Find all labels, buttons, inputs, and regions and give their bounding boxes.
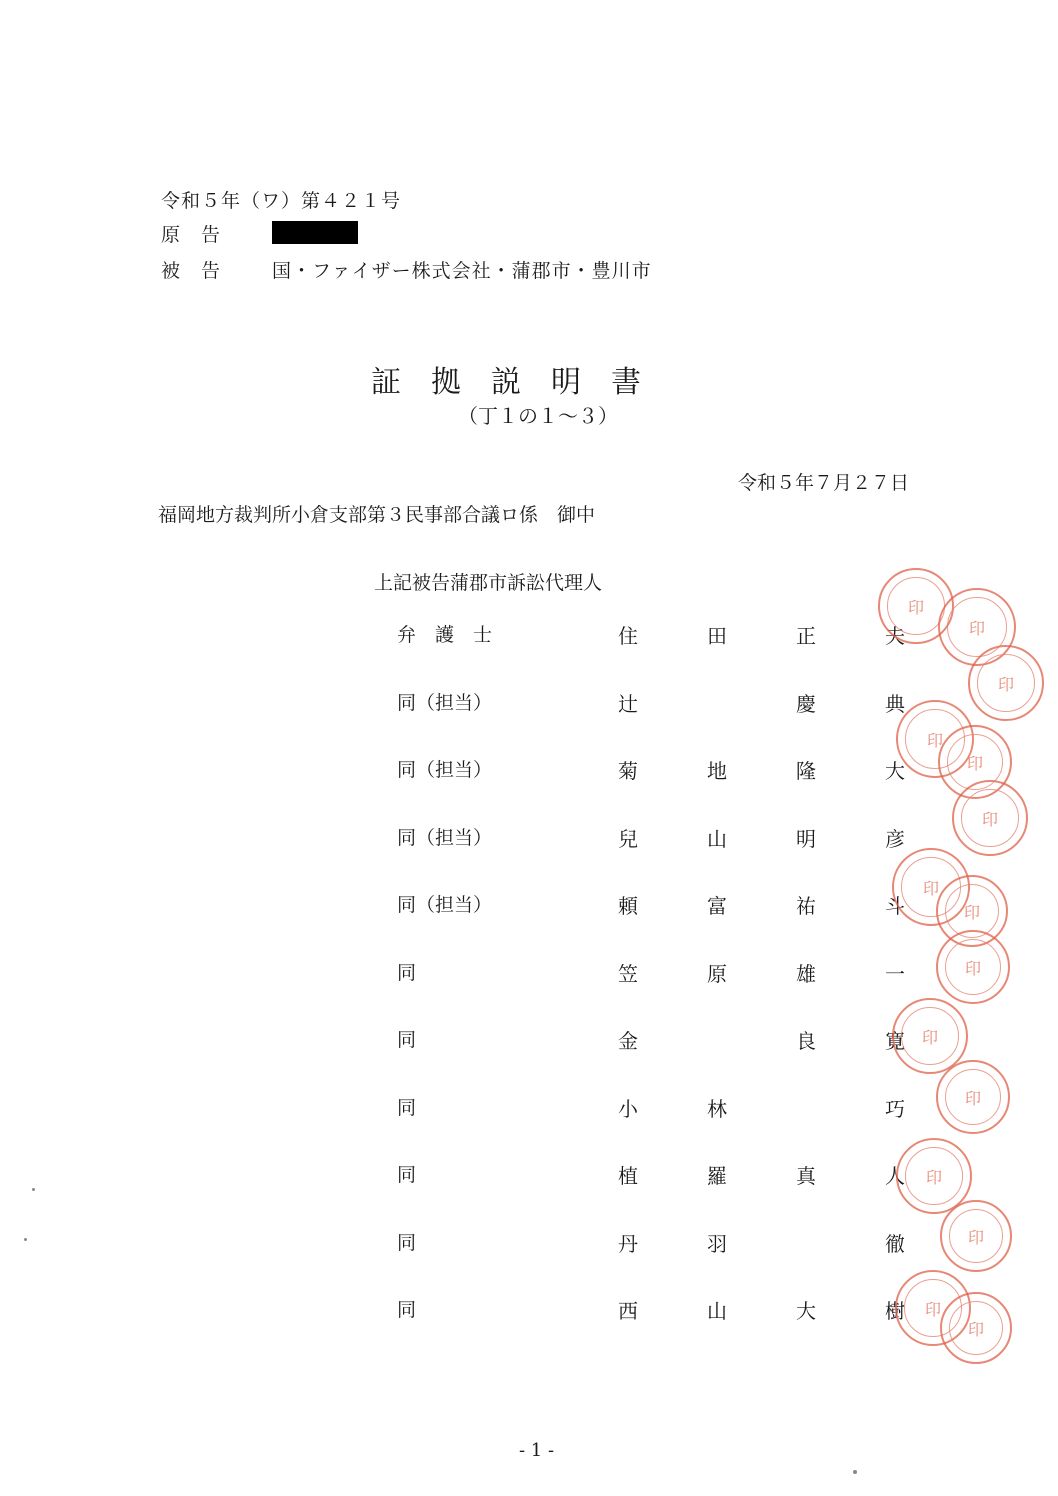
defendant-label: 被 告: [161, 260, 222, 282]
attorney-name-char: 兒: [618, 827, 638, 851]
attorney-role-label: 同: [397, 1299, 417, 1321]
seal-mark: 印: [926, 730, 943, 750]
seal-mark: 印: [922, 878, 939, 898]
seal-mark: 印: [964, 1088, 981, 1108]
seal-mark: 印: [907, 597, 924, 617]
attorney-name-char: 原: [707, 962, 727, 986]
plaintiff-redaction: [272, 221, 358, 244]
attorney-name-char: 彦: [885, 827, 905, 851]
attorney-name-char: 雄: [796, 962, 816, 986]
attorney-seal: [940, 1200, 1012, 1272]
page-number: - 1 -: [519, 1440, 555, 1461]
seal-mark: 印: [968, 618, 985, 638]
attorney-role-label: 同（担当）: [397, 894, 493, 916]
defendant-names: 国・ファイザー株式会社・蒲郡市・豊川市: [272, 260, 652, 282]
seal-mark: 印: [921, 1027, 938, 1047]
document-subtitle: （丁１の１～３）: [458, 404, 618, 428]
seal-mark: 印: [964, 958, 981, 978]
attorney-name-char: 隆: [796, 759, 816, 783]
attorney-name-char: 徹: [885, 1232, 905, 1256]
attorney-name-char: 一: [885, 962, 905, 986]
attorney-name-char: 丹: [618, 1232, 638, 1256]
attorney-role-label: 弁 護 士: [397, 624, 493, 646]
attorney-name-char: 巧: [885, 1097, 905, 1121]
attorney-seal: [952, 780, 1028, 856]
attorney-name-char: 人: [885, 1164, 905, 1188]
document-date: 令和５年７月２７日: [738, 472, 910, 494]
court-addressee: 福岡地方裁判所小倉支部第３民事部合議ロ係 御中: [158, 504, 596, 526]
attorney-seal: [968, 645, 1044, 721]
scan-speck: [32, 1188, 35, 1191]
seal-mark: 印: [963, 902, 980, 922]
attorney-role-label: 同: [397, 1097, 417, 1119]
attorney-name-char: 明: [796, 827, 816, 851]
attorney-name-char: 頼: [618, 894, 638, 918]
attorney-name-char: 植: [618, 1164, 638, 1188]
attorney-role-label: 同: [397, 1164, 417, 1186]
attorney-name-char: 辻: [618, 692, 638, 716]
attorney-name-char: 樹: [885, 1299, 905, 1323]
attorney-name-char: 斗: [885, 894, 905, 918]
attorney-name-char: 笠: [618, 962, 638, 986]
scan-speck: [853, 1470, 857, 1474]
attorney-name-char: 菊: [618, 759, 638, 783]
attorney-role-label: 同（担当）: [397, 827, 493, 849]
case-number: 令和５年（ワ）第４２１号: [161, 190, 402, 212]
attorney-name-char: 小: [618, 1097, 638, 1121]
attorney-name-char: 典: [885, 692, 905, 716]
attorney-name-char: 金: [618, 1029, 638, 1053]
attorney-name-char: 羽: [707, 1232, 727, 1256]
attorney-heading: 上記被告蒲郡市訴訟代理人: [374, 572, 603, 594]
attorney-name-char: 慶: [796, 692, 816, 716]
attorney-name-char: 正: [796, 624, 816, 648]
attorney-role-label: 同（担当）: [397, 692, 493, 714]
attorney-role-label: 同: [397, 1029, 417, 1051]
attorney-name-char: 富: [707, 894, 727, 918]
attorney-name-char: 真: [796, 1164, 816, 1188]
attorney-role-label: 同: [397, 962, 417, 984]
seal-mark: 印: [966, 753, 983, 773]
seal-mark: 印: [981, 809, 998, 829]
attorney-name-char: 寛: [885, 1029, 905, 1053]
attorney-name-char: 田: [707, 624, 727, 648]
attorney-name-char: 良: [796, 1029, 816, 1053]
attorney-role-label: 同（担当）: [397, 759, 493, 781]
seal-mark: 印: [967, 1227, 984, 1247]
plaintiff-label: 原 告: [161, 224, 222, 246]
attorney-name-char: 大: [885, 759, 905, 783]
attorney-name-char: 祐: [796, 894, 816, 918]
attorney-seal: [940, 1292, 1012, 1364]
attorney-name-char: 林: [707, 1097, 727, 1121]
attorney-name-char: 山: [707, 1299, 727, 1323]
attorney-name-char: 羅: [707, 1164, 727, 1188]
attorney-role-label: 同: [397, 1232, 417, 1254]
scan-speck: [24, 1238, 27, 1241]
seal-mark: 印: [997, 674, 1014, 694]
attorney-name-char: 大: [796, 1299, 816, 1323]
attorney-seal: [936, 930, 1010, 1004]
attorney-name-char: 地: [707, 759, 727, 783]
attorney-name-char: 山: [707, 827, 727, 851]
document-title: 証 拠 説 明 書: [371, 365, 641, 400]
attorney-name-char: 住: [618, 624, 638, 648]
seal-mark: 印: [924, 1299, 941, 1319]
seal-mark: 印: [967, 1319, 984, 1339]
attorney-seal: [936, 1060, 1010, 1134]
seal-mark: 印: [925, 1167, 942, 1187]
attorney-name-char: 西: [618, 1299, 638, 1323]
attorney-name-char: 夫: [885, 624, 905, 648]
